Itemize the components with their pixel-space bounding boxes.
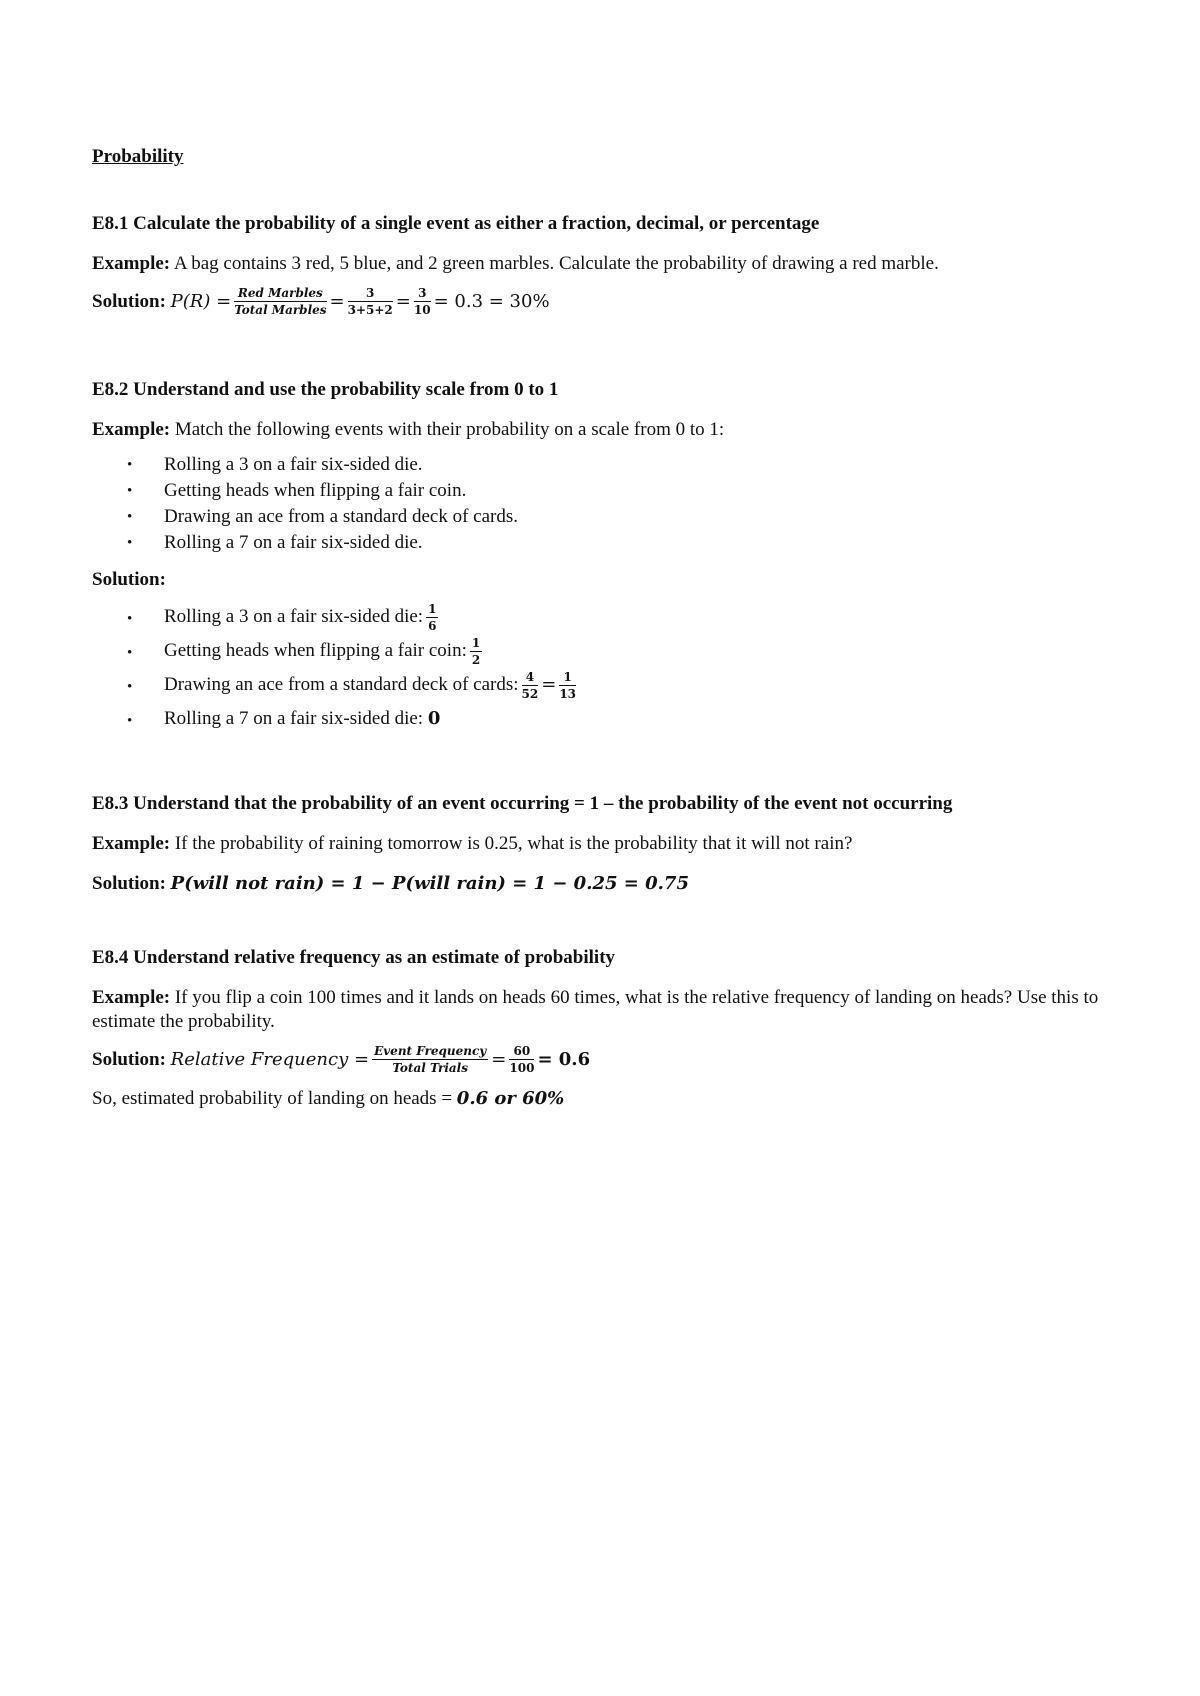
bullet-icon: • [127, 645, 133, 661]
example-paragraph [92, 252, 1122, 276]
fraction-denominator: Total Trials [392, 1061, 468, 1075]
section-e8-4 [92, 946, 1122, 1111]
solution-lhs: Relative Frequency = [170, 1048, 370, 1070]
list-item: • Getting heads when flipping a fair coin. [92, 478, 1122, 504]
example-text: If the probability of raining tomorrow is 0.25, what is the probability that it will not rain? [174, 833, 853, 854]
example-paragraph [92, 986, 1122, 1034]
solution-lhs: P(R) = [170, 290, 232, 312]
section-heading: E8.2 Understand and use the probability scale from 0 to 1 [92, 379, 559, 400]
bullet-icon: • [127, 679, 133, 695]
bullet-icon: • [127, 713, 133, 729]
fraction-3-over-10 [414, 286, 431, 317]
solution-equation: P(will not rain) = 1 − P(will rain) = 1 − 0.25 = 0.75 [170, 873, 689, 894]
equals-sign: = [329, 290, 345, 312]
conclusion-paragraph [92, 1087, 1122, 1111]
fraction-denominator: Total Marbles [234, 303, 327, 317]
list-item: • Rolling a 3 on a fair six-sided die. [92, 452, 1122, 478]
bullet-icon: • [127, 535, 133, 551]
equals-sign: = [491, 1048, 507, 1070]
solution-label: Solution: [92, 1048, 166, 1070]
equals-sign: = [395, 290, 411, 312]
solution-label: Solution: [92, 873, 166, 894]
list-item: • Getting heads when flipping a fair coin: $\frac{1}{2}$ [127, 635, 481, 667]
example-label: Example: [92, 419, 171, 440]
list-item: • Rolling a 7 on a fair six-sided die: 0 [92, 702, 1122, 736]
solution-list [92, 600, 1122, 736]
fraction-3-over-sum [348, 286, 393, 317]
bullet-icon: • [127, 483, 133, 499]
example-text: Match the following events with their probability on a scale from 0 to 1: [174, 419, 725, 440]
section-heading: E8.3 Understand that the probability of an event occurring = 1 – the probability of the event not occurring [92, 793, 953, 814]
example-paragraph [92, 418, 1122, 442]
example-text: If you flip a coin 100 times and it lands on heads 60 times, what is the relative frequency of landing on heads? Use this to estimate the probability. [92, 987, 1099, 1032]
solution-row [92, 1044, 1122, 1075]
solution-value: 0 [427, 708, 441, 729]
fraction-denominator: 10 [413, 303, 431, 317]
equals-sign: = [541, 674, 557, 695]
conclusion-text: So, estimated probability of landing on heads = [92, 1088, 453, 1109]
solution-label: Solution: [92, 569, 166, 590]
fraction-1-over-6: $\frac{1}{6}$ [428, 601, 437, 633]
solution-label: Solution: [92, 290, 166, 312]
solution-result: = 0.3 = 30% [433, 290, 550, 312]
fraction-60-over-100 [509, 1044, 534, 1075]
fraction-denominator: 100 [509, 1061, 535, 1075]
solution-row [92, 872, 1122, 896]
fraction-1-over-13: $\frac{1}{13}$ [559, 669, 577, 701]
fraction-numerator: 3 [414, 286, 431, 302]
bullet-icon: • [127, 457, 133, 473]
solution-result: = 0.6 [537, 1048, 591, 1070]
example-label: Example: [92, 987, 171, 1008]
section-heading: E8.1 Calculate the probability of a single event as either a fraction, decimal, or percentage [92, 213, 820, 234]
list-item: • Drawing an ace from a standard deck of cards. [92, 504, 1122, 530]
section-e8-1 [92, 212, 1122, 317]
list-item: • Drawing an ace from a standard deck of cards: $\frac{4}{52}$ = $\frac{1}{13}$ [127, 669, 577, 701]
example-label: Example: [92, 253, 171, 274]
fraction-1-over-2: $\frac{1}{2}$ [471, 635, 481, 667]
solution-row [92, 286, 1122, 317]
section-heading: E8.4 Understand relative frequency as an estimate of probability [92, 947, 616, 968]
bullet-icon: • [127, 611, 133, 627]
list-item: • Rolling a 3 on a fair six-sided die: $\frac{1}{6}$ [127, 601, 437, 633]
fraction-denominator: 3+5+2 [347, 303, 393, 317]
example-label: Example: [92, 833, 171, 854]
fraction-event-over-trials [372, 1044, 488, 1075]
fraction-4-over-52: $\frac{4}{52}$ [521, 669, 539, 701]
fraction-red-over-total [234, 286, 326, 317]
fraction-numerator: 60 [509, 1044, 534, 1060]
section-e8-2 [92, 378, 1122, 736]
event-list [92, 452, 1122, 556]
bullet-icon: • [127, 509, 133, 525]
fraction-numerator: 3 [348, 286, 393, 302]
example-paragraph [92, 832, 1122, 856]
fraction-numerator: Event Frequency [374, 1044, 487, 1058]
fraction-numerator: Red Marbles [234, 286, 326, 302]
document-title: Probability [92, 146, 184, 167]
list-item: • Rolling a 7 on a fair six-sided die. [92, 530, 1122, 556]
section-e8-3 [92, 792, 1122, 896]
conclusion-value: 0.6 or 60% [456, 1088, 565, 1109]
example-text: A bag contains 3 red, 5 blue, and 2 green marbles. Calculate the probability of drawing a red marble. [173, 253, 939, 274]
